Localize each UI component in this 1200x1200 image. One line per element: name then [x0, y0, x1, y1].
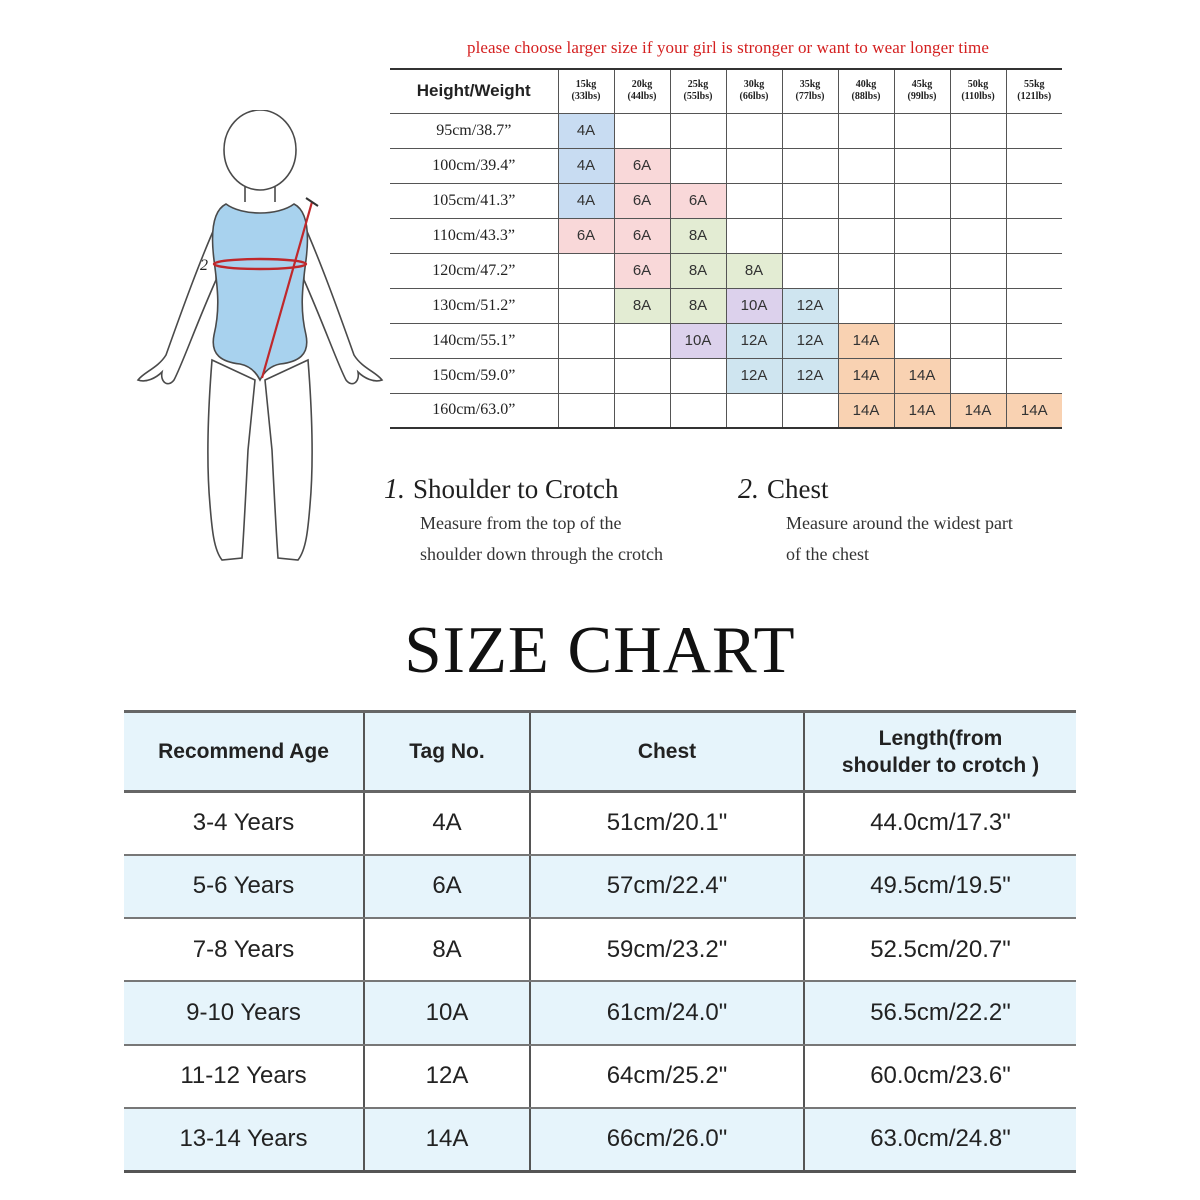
figure-right-leg: [265, 360, 312, 560]
weight-lbs: (33lbs): [571, 91, 601, 103]
grid-cell: 14A: [838, 323, 894, 358]
weight-kg: 35kg: [799, 79, 821, 91]
grid-cell: 6A: [614, 253, 670, 288]
grid-cell: [894, 183, 950, 218]
grid-cell: 8A: [726, 253, 782, 288]
grid-cell: [782, 148, 838, 183]
table-row: [124, 981, 1076, 1044]
weight-lbs: (110lbs): [961, 91, 995, 103]
table-row: [124, 1108, 1076, 1171]
child-measurement-figure: [130, 110, 390, 570]
weight-lbs: (99lbs): [907, 91, 937, 103]
measure-2-number: 2.: [738, 474, 759, 505]
grid-cell: 8A: [670, 218, 726, 253]
grid-row: [390, 218, 1062, 253]
grid-cell: 14A: [950, 393, 1006, 428]
grid-cell: [950, 183, 1006, 218]
measure-1-number: 1.: [384, 474, 405, 505]
grid-cell: [558, 393, 614, 428]
size-chart-header-row: [124, 712, 1076, 792]
grid-cell: [726, 113, 782, 148]
grid-cell: [1006, 358, 1062, 393]
measure-2-desc-line1: Measure around the widest part: [786, 513, 1013, 533]
grid-row: [390, 183, 1062, 218]
cell-length: 63.0cm/24.8": [804, 1108, 1076, 1171]
grid-cell: 8A: [614, 288, 670, 323]
grid-cell: [838, 113, 894, 148]
grid-row: [390, 253, 1062, 288]
grid-cell: [950, 253, 1006, 288]
table-row: [124, 855, 1076, 918]
grid-cell: 8A: [670, 253, 726, 288]
cell-tag: 14A: [364, 1108, 530, 1171]
grid-row: [390, 288, 1062, 323]
cell-length: 60.0cm/23.6": [804, 1045, 1076, 1108]
grid-cell: 6A: [614, 148, 670, 183]
weight-header: [782, 69, 838, 113]
cell-age: 3-4 Years: [124, 792, 364, 855]
grid-row: [390, 148, 1062, 183]
grid-cell: 14A: [894, 393, 950, 428]
cell-length: 44.0cm/17.3": [804, 792, 1076, 855]
weight-header: [614, 69, 670, 113]
grid-cell: 12A: [782, 358, 838, 393]
height-label: 120cm/47.2”: [390, 253, 558, 288]
cell-chest: 66cm/26.0": [530, 1108, 804, 1171]
grid-cell: [1006, 113, 1062, 148]
weight-kg: 50kg: [967, 79, 989, 91]
cell-age: 7-8 Years: [124, 918, 364, 981]
grid-cell: 14A: [894, 358, 950, 393]
grid-corner-label: Height/Weight: [390, 69, 558, 113]
size-advice-notice: please choose larger size if your girl is stronger or want to wear longer time: [466, 38, 990, 57]
grid-cell: 6A: [614, 218, 670, 253]
weight-lbs: (55lbs): [683, 91, 713, 103]
grid-cell: [558, 288, 614, 323]
grid-cell: [670, 148, 726, 183]
grid-cell: 14A: [838, 393, 894, 428]
weight-lbs: (44lbs): [627, 91, 657, 103]
cell-tag: 10A: [364, 981, 530, 1044]
cell-chest: 57cm/22.4": [530, 855, 804, 918]
grid-cell: [558, 323, 614, 358]
weight-header: [950, 69, 1006, 113]
cell-chest: 59cm/23.2": [530, 918, 804, 981]
grid-cell: 6A: [670, 183, 726, 218]
weight-lbs: (121lbs): [1017, 91, 1052, 103]
grid-cell: [838, 183, 894, 218]
grid-cell: [614, 113, 670, 148]
figure-right-arm: [302, 220, 382, 384]
grid-cell: [950, 113, 1006, 148]
cell-age: 11-12 Years: [124, 1045, 364, 1108]
weight-kg: 55kg: [1023, 79, 1045, 91]
figure-left-leg: [208, 360, 255, 560]
grid-cell: [726, 218, 782, 253]
grid-cell: [782, 393, 838, 428]
weight-lbs: (88lbs): [851, 91, 881, 103]
grid-cell: [558, 253, 614, 288]
figure-head: [224, 110, 296, 190]
height-label: 160cm/63.0”: [390, 393, 558, 428]
grid-cell: [614, 393, 670, 428]
weight-header: [558, 69, 614, 113]
grid-cell: [670, 113, 726, 148]
header-tag-no: Tag No.: [364, 712, 530, 792]
grid-cell: [894, 148, 950, 183]
grid-cell: 12A: [782, 323, 838, 358]
height-label: 110cm/43.3”: [390, 218, 558, 253]
grid-cell: [782, 113, 838, 148]
grid-cell: 10A: [726, 288, 782, 323]
grid-cell: [726, 393, 782, 428]
grid-cell: [1006, 253, 1062, 288]
height-weight-grid: [390, 68, 1062, 429]
grid-cell: [838, 253, 894, 288]
grid-cell: 12A: [726, 358, 782, 393]
grid-cell: [894, 113, 950, 148]
grid-cell: [950, 323, 1006, 358]
height-label: 100cm/39.4”: [390, 148, 558, 183]
grid-cell: [1006, 288, 1062, 323]
header-chest: Chest: [530, 712, 804, 792]
weight-header: [1006, 69, 1062, 113]
grid-cell: [838, 218, 894, 253]
measure-1-title: Shoulder to Crotch: [413, 474, 619, 504]
cell-age: 9-10 Years: [124, 981, 364, 1044]
grid-cell: [782, 218, 838, 253]
grid-cell: 14A: [838, 358, 894, 393]
grid-cell: [614, 358, 670, 393]
grid-cell: [782, 183, 838, 218]
weight-header-row: [390, 69, 1062, 113]
table-row: [124, 918, 1076, 981]
measure-2-title: Chest: [767, 474, 829, 504]
grid-cell: 12A: [726, 323, 782, 358]
grid-cell: 14A: [1006, 393, 1062, 428]
weight-lbs: (66lbs): [739, 91, 769, 103]
grid-cell: 4A: [558, 113, 614, 148]
weight-header: [726, 69, 782, 113]
grid-cell: [1006, 148, 1062, 183]
grid-cell: [950, 288, 1006, 323]
grid-cell: [894, 323, 950, 358]
weight-kg: 25kg: [687, 79, 709, 91]
grid-cell: [894, 288, 950, 323]
weight-header: [894, 69, 950, 113]
grid-cell: 8A: [670, 288, 726, 323]
header-recommend-age: Recommend Age: [124, 712, 364, 792]
weight-header: [670, 69, 726, 113]
header-length-line1: Length(from: [878, 726, 1003, 750]
cell-age: 13-14 Years: [124, 1108, 364, 1171]
weight-kg: 15kg: [575, 79, 597, 91]
header-length: [804, 712, 1076, 792]
grid-cell: [838, 288, 894, 323]
measure-chest: [738, 474, 1068, 570]
weight-header: [838, 69, 894, 113]
measure-1-desc-line1: Measure from the top of the: [420, 513, 622, 533]
grid-cell: [782, 253, 838, 288]
grid-cell: [1006, 323, 1062, 358]
cell-chest: 64cm/25.2": [530, 1045, 804, 1108]
measure-1-desc-line2: shoulder down through the crotch: [420, 544, 663, 564]
grid-cell: [1006, 218, 1062, 253]
height-label: 105cm/41.3”: [390, 183, 558, 218]
grid-row: [390, 393, 1062, 428]
grid-cell: 10A: [670, 323, 726, 358]
weight-kg: 20kg: [631, 79, 653, 91]
height-label: 140cm/55.1”: [390, 323, 558, 358]
weight-kg: 45kg: [911, 79, 933, 91]
grid-cell: [950, 358, 1006, 393]
grid-cell: [950, 148, 1006, 183]
chest-marker: 2: [200, 257, 208, 274]
cell-age: 5-6 Years: [124, 855, 364, 918]
weight-kg: 40kg: [855, 79, 877, 91]
cell-chest: 51cm/20.1": [530, 792, 804, 855]
measure-2-desc-line2: of the chest: [786, 544, 869, 564]
grid-row: [390, 323, 1062, 358]
cell-length: 52.5cm/20.7": [804, 918, 1076, 981]
height-label: 150cm/59.0”: [390, 358, 558, 393]
grid-cell: 4A: [558, 148, 614, 183]
grid-cell: [894, 253, 950, 288]
grid-row: [390, 113, 1062, 148]
cell-tag: 12A: [364, 1045, 530, 1108]
grid-cell: [950, 218, 1006, 253]
cell-chest: 61cm/24.0": [530, 981, 804, 1044]
size-chart-table: [124, 710, 1076, 1173]
figure-bodysuit: [213, 204, 308, 380]
grid-cell: [614, 323, 670, 358]
grid-cell: 4A: [558, 183, 614, 218]
cell-tag: 6A: [364, 855, 530, 918]
grid-cell: [558, 358, 614, 393]
weight-kg: 30kg: [743, 79, 765, 91]
grid-cell: [894, 218, 950, 253]
grid-cell: [670, 393, 726, 428]
grid-cell: 6A: [558, 218, 614, 253]
grid-cell: [726, 183, 782, 218]
grid-cell: [1006, 183, 1062, 218]
cell-tag: 8A: [364, 918, 530, 981]
figure-left-arm: [138, 220, 218, 384]
height-label: 130cm/51.2”: [390, 288, 558, 323]
grid-cell: [670, 358, 726, 393]
cell-length: 49.5cm/19.5": [804, 855, 1076, 918]
grid-cell: [838, 148, 894, 183]
size-chart-title: SIZE CHART: [404, 613, 796, 687]
grid-cell: 6A: [614, 183, 670, 218]
grid-cell: [726, 148, 782, 183]
height-label: 95cm/38.7”: [390, 113, 558, 148]
table-row: [124, 1045, 1076, 1108]
cell-tag: 4A: [364, 792, 530, 855]
grid-row: [390, 358, 1062, 393]
table-row: [124, 792, 1076, 855]
weight-lbs: (77lbs): [795, 91, 825, 103]
measure-shoulder-crotch: [384, 474, 734, 570]
grid-cell: 12A: [782, 288, 838, 323]
cell-length: 56.5cm/22.2": [804, 981, 1076, 1044]
header-length-line2: shoulder to crotch ): [841, 753, 1040, 777]
